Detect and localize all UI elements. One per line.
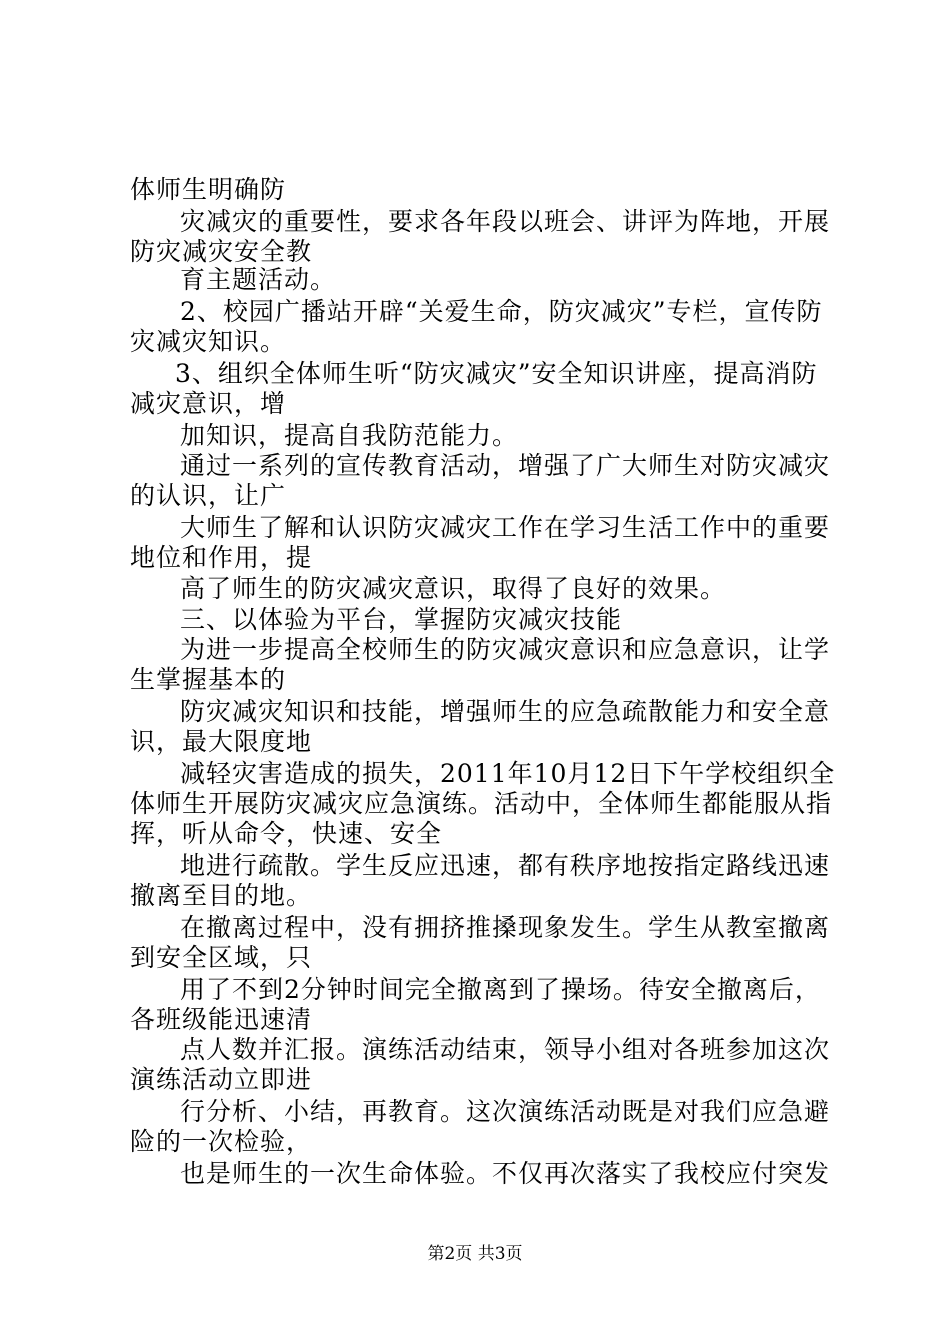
paragraph-line: 险的一次检验， — [130, 1127, 313, 1156]
paragraph-line: 减灾意识，增 — [130, 389, 287, 418]
paragraph-line: 高了师生的防灾减灾意识，取得了良好的效果。 — [180, 574, 727, 603]
paragraph-line: 通过一系列的宣传教育活动，增强了广大师生对防灾减灾 — [180, 451, 831, 480]
paragraph-line: 的认识，让广 — [130, 481, 287, 510]
paragraph-line: 生掌握基本的 — [130, 665, 287, 694]
page-number-footer: 第2页 共3页 — [427, 1244, 523, 1264]
paragraph-line: 各班级能迅速清 — [130, 1005, 313, 1034]
paragraph-line: 也是师生的一次生命体验。不仅再次落实了我校应付突发 — [180, 1159, 831, 1188]
paragraph-line: 识，最大限度地 — [130, 727, 313, 756]
paragraph-line: 地位和作用，提 — [130, 543, 313, 572]
paragraph-line: 到安全区域，只 — [130, 943, 313, 972]
paragraph-line: 用了不到2分钟时间完全撤离到了操场。待安全撤离后， — [180, 975, 821, 1004]
paragraph-line: 3、组织全体师生听“防灾减灾”安全知识讲座，提高消防 — [175, 359, 818, 388]
paragraph-line: 2、校园广播站开辟“关爱生命，防灾减灾”专栏，宣传防 — [180, 297, 823, 326]
paragraph-line: 灾减灾的重要性，要求各年段以班会、讲评为阵地，开展 — [180, 207, 831, 236]
paragraph-line: 防灾减灾知识和技能，增强师生的应急疏散能力和安全意 — [180, 697, 831, 726]
paragraph-line: 体师生开展防灾减灾应急演练。活动中，全体师生都能服从指 — [130, 789, 833, 818]
paragraph-line: 行分析、小结，再教育。这次演练活动既是对我们应急避 — [180, 1097, 831, 1126]
paragraph-line: 减轻灾害造成的损失，2011年10月12日下午学校组织全 — [180, 759, 836, 788]
paragraph-line: 地进行疏散。学生反应迅速，都有秩序地按指定路线迅速 — [180, 851, 831, 880]
section-heading: 三、以体验为平台，掌握防灾减灾技能 — [180, 605, 623, 634]
paragraph-line: 防灾减灾安全教 — [130, 237, 313, 266]
paragraph-line: 体师生明确防 — [130, 175, 287, 204]
paragraph-line: 在撤离过程中，没有拥挤推搡现象发生。学生从教室撤离 — [180, 913, 831, 942]
paragraph-line: 灾减灾知识。 — [130, 327, 287, 356]
paragraph-line: 为进一步提高全校师生的防灾减灾意识和应急意识，让学 — [180, 635, 831, 664]
paragraph-line: 挥，听从命令，快速、安全 — [130, 819, 443, 848]
paragraph-line: 加知识，提高自我防范能力。 — [180, 421, 519, 450]
paragraph-line: 撤离至目的地。 — [130, 881, 313, 910]
paragraph-line: 演练活动立即进 — [130, 1065, 313, 1094]
paragraph-line: 大师生了解和认识防灾减灾工作在学习生活工作中的重要 — [180, 513, 831, 542]
paragraph-line: 育主题活动。 — [180, 265, 337, 294]
paragraph-line: 点人数并汇报。演练活动结束，领导小组对各班参加这次 — [180, 1035, 831, 1064]
